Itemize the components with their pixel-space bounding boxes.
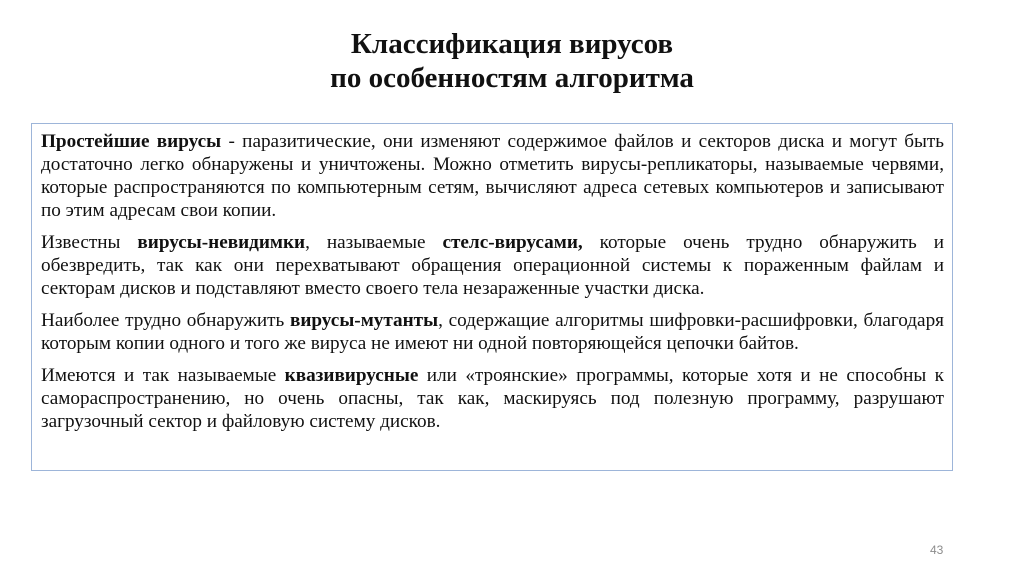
text: или «троянские» программы, которые хотя и не способны к самораспространению, но очень опасны, так как, маскируясь под полезную программу, разрушают загрузочный сектор и файловую систему дисков. xyxy=(41,365,944,432)
slide-title-line-1: Классификация вирусов xyxy=(350,28,674,60)
term: вирусы-невидимки xyxy=(137,232,306,253)
term: квазивирусные xyxy=(284,365,419,386)
term: вирусы-мутанты xyxy=(289,310,439,331)
term: Простейшие вирусы xyxy=(41,131,222,152)
text: - паразитические, они изменяют содержимое файлов и секторов диска и могут быть достаточно легко обнаружены и уничтожены. Можно отметить вирусы-репликаторы, называемые червями, которые распространяются по компьютерным сетям, вычисляют адреса сетевых компьютеров и записывают по этим адресам свои копии. xyxy=(41,131,944,221)
text: , называемые xyxy=(305,232,443,253)
content-box xyxy=(31,123,953,471)
text: которые очень трудно обнаружить и обезвредить, так как они перехватывают обращения операционной системы к пораженным файлам и секторам дисков и подставляют вместо своего тела незараженные участки диска. xyxy=(41,232,944,299)
text: , содержащие алгоритмы шифровки-расшифровки, благодаря которым копии одного и того же вируса не имеют ни одной повторяющейся цепочки байтов. xyxy=(41,310,944,354)
page-number: 43 xyxy=(930,543,944,557)
paragraph-stealth-viruses xyxy=(41,231,944,300)
paragraph-simple-viruses xyxy=(41,130,944,222)
text: Известны xyxy=(41,232,138,253)
paragraph-mutant-viruses xyxy=(41,309,944,355)
text: Наиболее трудно обнаружить xyxy=(41,310,290,331)
text: Имеются и так называемые xyxy=(41,365,285,386)
slide-title-line-2: по особенностям алгоритма xyxy=(330,62,694,94)
paragraph-quasi-viruses xyxy=(41,364,944,433)
slide-title xyxy=(0,27,1024,95)
term: стелс-вирусами, xyxy=(442,232,583,253)
